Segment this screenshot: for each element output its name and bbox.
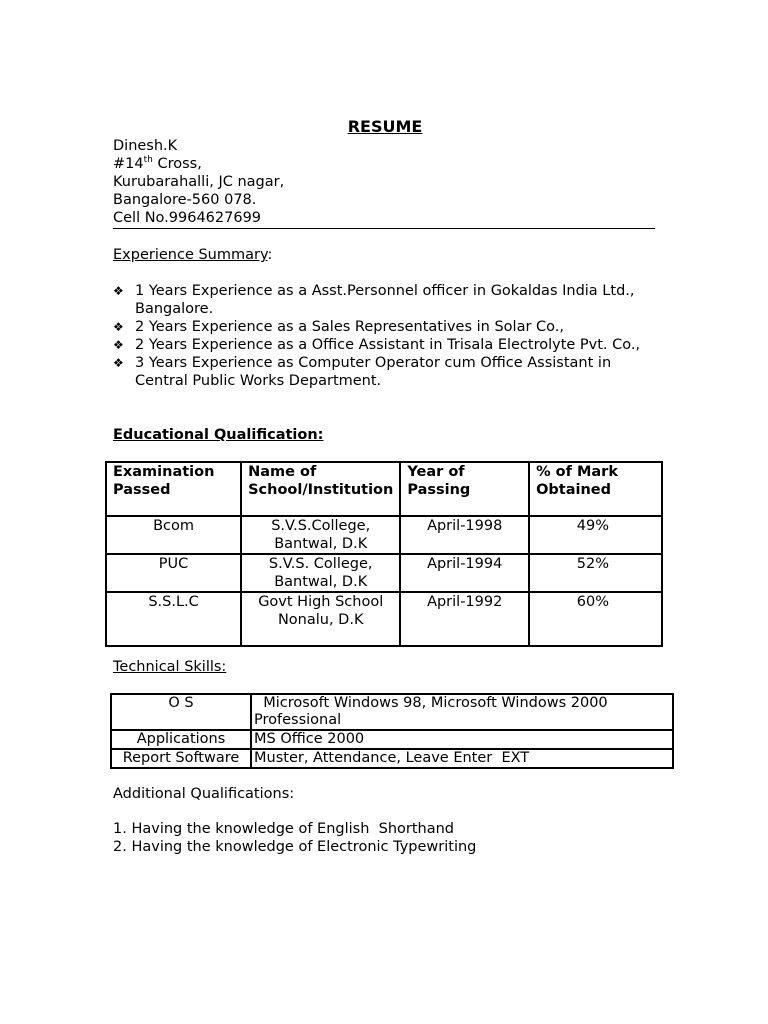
table-cell: S.S.L.C (106, 592, 241, 646)
table-cell: Govt High School Nonalu, D.K (241, 592, 400, 646)
list-item: 2. Having the knowledge of Electronic Typewriting (113, 839, 477, 855)
additional-list (113, 820, 476, 856)
table-cell: 49% (529, 516, 662, 554)
diamond-bullet-icon: ❖ (113, 320, 124, 334)
table-cell: April-1998 (400, 516, 529, 554)
table-cell: Bcom (106, 516, 241, 554)
contact-name: Dinesh.K (113, 138, 178, 154)
table-cell: April-1994 (400, 554, 529, 592)
diamond-bullet-icon: ❖ (113, 338, 124, 352)
table-row (106, 592, 662, 646)
table-row (106, 554, 662, 592)
table-header-row (106, 462, 662, 516)
list-item (113, 282, 653, 318)
diamond-bullet-icon: ❖ (113, 284, 124, 298)
technical-heading: Technical Skills: (113, 659, 227, 675)
contact-area: Kurubarahalli, JC nagar, (113, 174, 285, 190)
divider (113, 228, 655, 229)
education-heading: Educational Qualification: (113, 427, 324, 443)
contact-cell: Cell No.9964627699 (113, 210, 262, 226)
table-cell: 60% (529, 592, 662, 646)
additional-heading: Additional Qualifications: (113, 786, 295, 802)
contact-block (113, 137, 284, 227)
street-suffix: Cross, (152, 156, 202, 172)
table-cell: 52% (529, 554, 662, 592)
experience-item-text: 1 Years Experience as a Asst.Personnel officer in Gokaldas India Ltd., Bangalore. (135, 283, 635, 317)
page-title: RESUME (347, 117, 423, 136)
contact-city: Bangalore-560 078. (113, 192, 257, 208)
table-cell: MS Office 2000 (251, 730, 673, 749)
experience-list (113, 282, 653, 390)
technical-table (110, 693, 674, 769)
table-header-cell: Examination Passed (106, 462, 241, 516)
experience-heading (113, 246, 272, 264)
experience-item-text: 2 Years Experience as a Sales Representatives in Solar Co., (135, 319, 564, 335)
table-row (111, 730, 673, 749)
experience-item-text: 2 Years Experience as a Office Assistant in Trisala Electrolyte Pvt. Co., (135, 337, 641, 353)
table-row (111, 749, 673, 768)
experience-heading-colon: : (267, 247, 273, 263)
table-cell: Applications (111, 730, 251, 749)
table-cell: Muster, Attendance, Leave Enter EXT (251, 749, 673, 768)
table-cell: S.V.S.College, Bantwal, D.K (241, 516, 400, 554)
street-ordinal: th (143, 155, 153, 165)
table-row (106, 516, 662, 554)
contact-street (113, 155, 284, 173)
diamond-bullet-icon: ❖ (113, 356, 124, 370)
list-item (113, 336, 653, 354)
table-cell: Microsoft Windows 98, Microsoft Windows 2000 Professional (251, 694, 673, 730)
table-header-cell: Name of School/Institution (241, 462, 400, 516)
table-cell: Report Software (111, 749, 251, 768)
list-item (113, 354, 653, 390)
table-row (111, 694, 673, 730)
table-header-cell: Year of Passing (400, 462, 529, 516)
experience-item-text: 3 Years Experience as Computer Operator cum Office Assistant in Central Public Works Department. (135, 355, 612, 389)
list-item (113, 318, 653, 336)
education-table (105, 461, 663, 647)
table-cell: S.V.S. College, Bantwal, D.K (241, 554, 400, 592)
list-item: 1. Having the knowledge of English Shorthand (113, 821, 454, 837)
table-cell: PUC (106, 554, 241, 592)
table-cell: O S (111, 694, 251, 730)
experience-heading-text: Experience Summary (113, 247, 268, 263)
street-prefix: #14 (113, 156, 144, 172)
table-header-cell: % of Mark Obtained (529, 462, 662, 516)
table-cell: April-1992 (400, 592, 529, 646)
